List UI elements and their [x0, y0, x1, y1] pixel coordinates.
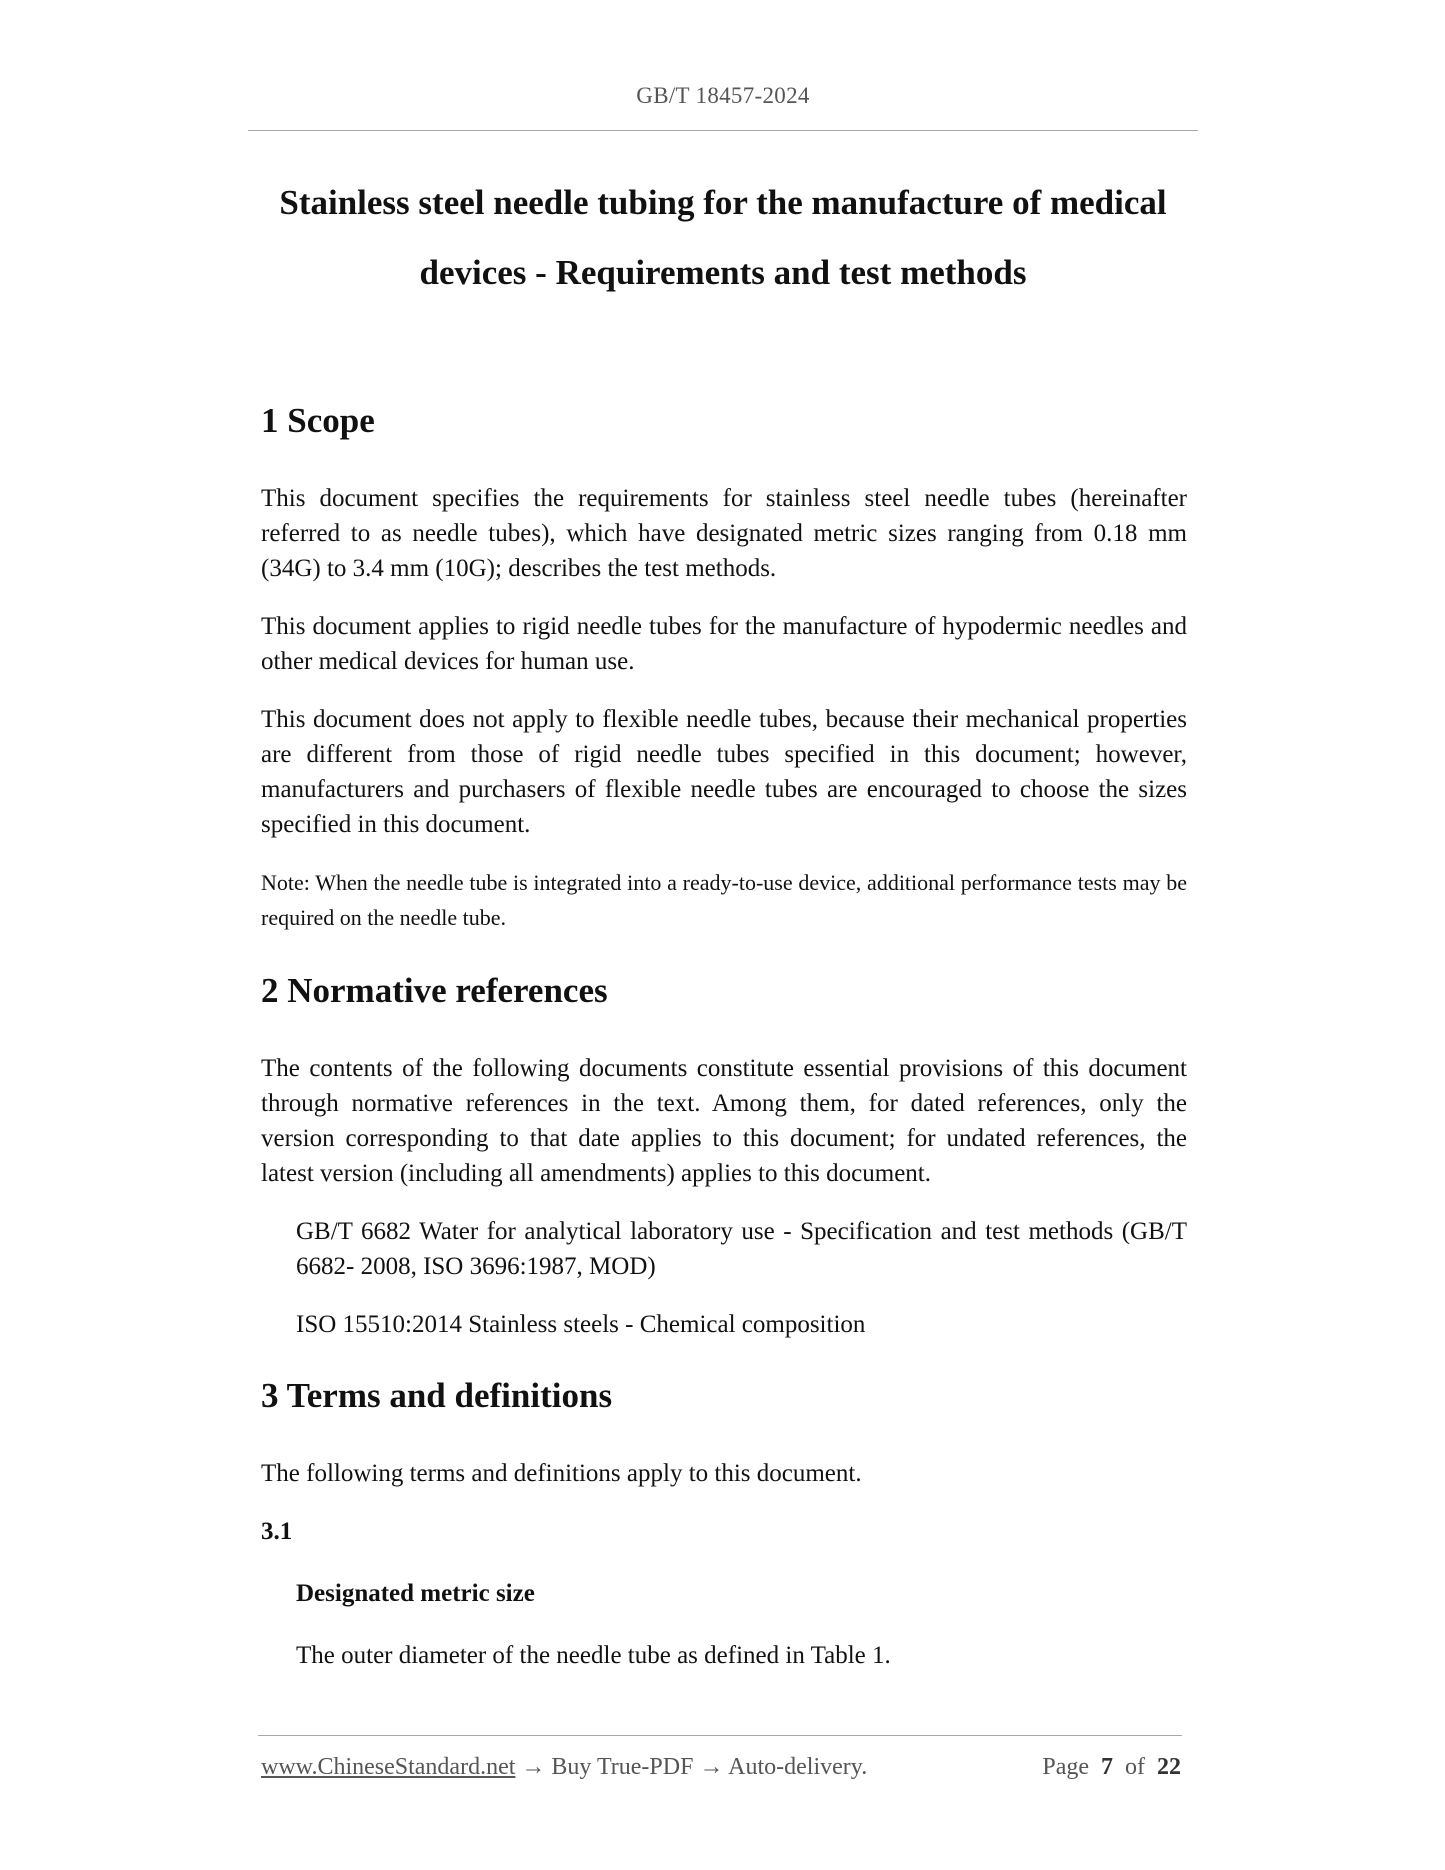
section-normative-references	[261, 965, 1187, 1342]
section-terms-definitions	[261, 1370, 1187, 1673]
arrow-right-icon: →	[699, 1754, 724, 1780]
paragraph: This document applies to rigid needle tubes for the manufacture of hypodermic needles and other medical devices for human use.	[261, 613, 1187, 675]
term-definition: The outer diameter of the needle tube as defined in Table 1.	[296, 1642, 891, 1669]
paragraph: The following terms and definitions apply to this document.	[261, 1460, 862, 1487]
total-pages: 22	[1157, 1754, 1181, 1780]
paragraph: This document does not apply to flexible needle tubes, because their mechanical properties are different from those of rigid needle tubes specified in this document; however, manufacturers and purchasers of flexible needle tubes are encouraged to choose the sizes specified in this document.	[261, 706, 1187, 838]
section-heading-scope: 1 Scope	[261, 401, 375, 440]
term-name: Designated metric size	[296, 1580, 535, 1607]
page-header: GB/T 18457-2024	[636, 83, 810, 108]
arrow-right-icon: →	[521, 1754, 546, 1780]
auto-delivery-text: Auto-delivery.	[728, 1754, 868, 1780]
website-link[interactable]: www.ChineseStandard.net	[261, 1754, 516, 1780]
reference-item: GB/T 6682 Water for analytical laboratory use - Specification and test methods (GB/T 6682- 2008, ISO 3696:1987, MOD)	[296, 1218, 1187, 1280]
section-scope	[261, 395, 1187, 935]
paragraph: The contents of the following documents constitute essential provisions of this document through normative references in the text. Among them, for dated references, only the version corresponding to that date applies to this document; for undated references, the latest version (including all amendments) applies to this document.	[261, 1055, 1187, 1187]
page-label: Page	[1042, 1754, 1089, 1780]
header-divider	[248, 130, 1198, 131]
document-title	[248, 168, 1198, 308]
section-heading-normative-references: 2 Normative references	[261, 971, 608, 1010]
title-line-1: Stainless steel needle tubing for the manufacture of medical	[279, 183, 1167, 222]
note-paragraph: Note: When the needle tube is integrated into a ready-to-use device, additional performance tests may be required on the needle tube.	[261, 870, 1187, 930]
footer-divider	[258, 1735, 1182, 1736]
term-number: 3.1	[261, 1518, 293, 1545]
title-line-2: devices - Requirements and test methods	[419, 253, 1027, 292]
document-body	[261, 395, 1187, 1696]
of-label: of	[1125, 1754, 1145, 1780]
footer-links	[261, 1754, 867, 1781]
section-heading-terms-definitions: 3 Terms and definitions	[261, 1376, 613, 1415]
buy-pdf-text: Buy True-PDF	[551, 1754, 694, 1780]
paragraph: This document specifies the requirements for stainless steel needle tubes (hereinafter referred to as needle tubes), which have designated metric sizes ranging from 0.18 mm (34G) to 3.4 mm (10G); describes the test methods.	[261, 485, 1187, 582]
page-number-indicator	[1042, 1754, 1181, 1781]
current-page-number: 7	[1101, 1754, 1113, 1780]
reference-item: ISO 15510:2014 Stainless steels - Chemical composition	[296, 1311, 866, 1338]
